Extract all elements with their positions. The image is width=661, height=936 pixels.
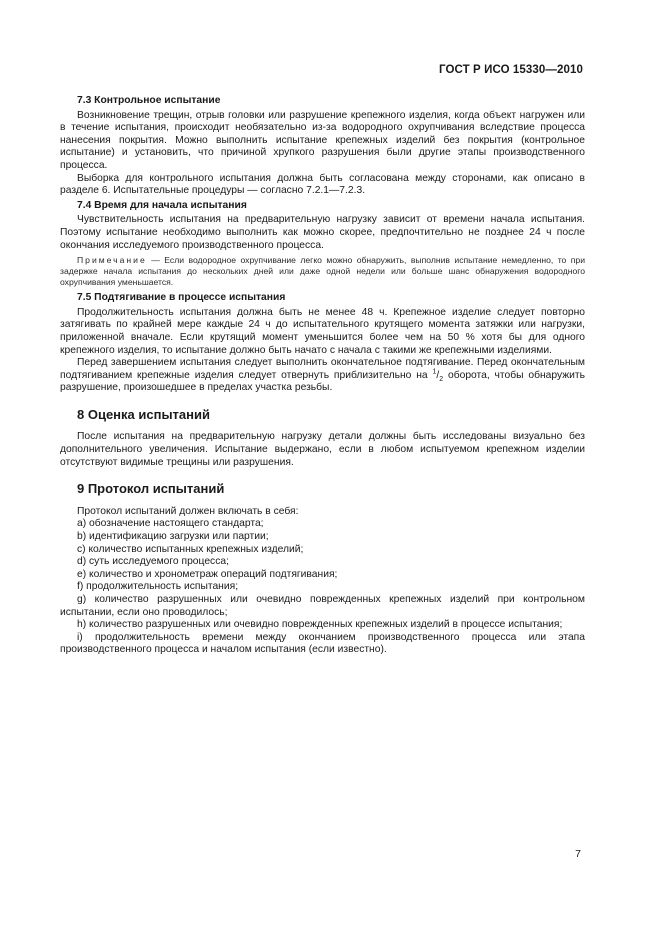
list-item: b) идентификацию загрузки или партии;: [77, 531, 269, 543]
section-8-paragraph-1: После испытания на предварительную нагрузку детали должны быть исследованы визуально без дополнительного увеличения. Испытание выдержано, если в любом испытуемом крепежном изделии отсутствуют видимые трещины или разрушения.: [60, 431, 585, 468]
list-item: h) количество разрушенных или очевидно поврежденных крепежных изделий в процессе испытания;: [77, 619, 563, 631]
paragraph-2-part-a: Перед завершением испытания следует выполнить окончательное подтягивание. Перед окончательным подтягиванием крепежные изделия следует отвернуть приблизительно на: [60, 357, 585, 381]
fraction-numerator: 1: [432, 368, 437, 376]
section-7-3-paragraph-2: Выборка для контрольного испытания должна быть согласована между сторонами, как описано в разделе 6. Испытательные процедуры — согласно 7.2.1—7.2.3.: [60, 172, 585, 197]
section-7-4-paragraph-1: Чувствительность испытания на предварительную нагрузку зависит от времени начала испытания. Поэтому испытание необходимо выполнить как можно скорее, предпочтительно не позднее 24 ч после окончания исследуемого производственного процесса.: [60, 214, 585, 251]
section-9-intro: Протокол испытаний должен включать в себя:: [77, 505, 299, 517]
section-7-5-paragraph-1: Продолжительность испытания должна быть не менее 48 ч. Крепежное изделие следует повторно затягивать по крайней мере каждые 24 ч до испытательного крутящего момента затяжки или нагрузки, приложенной вначале. Если крутящий момент уменьшится более чем на 50 % хотя бы для одного крепежного изделия, то испытание должно быть начато с начала с такими же крепежными изделиями.: [60, 306, 585, 356]
list-item: c) количество испытанных крепежных изделий;: [77, 543, 304, 555]
list-item: e) количество и хронометраж операций подтягивания;: [77, 568, 338, 580]
section-7-3-title: 7.3 Контрольное испытание: [77, 95, 221, 106]
section-7-5-title: 7.5 Подтягивание в процессе испытания: [77, 292, 286, 304]
list-item: f) продолжительность испытания;: [77, 581, 239, 593]
page-number: 7: [575, 848, 581, 860]
list-item: d) суть исследуемого процесса;: [77, 556, 229, 568]
note-label: Примечание: [77, 255, 147, 266]
section-7-4-title: 7.4 Время для начала испытания: [77, 199, 247, 211]
paragraph-2-part-b: оборота, чтобы обнаружить разрушение, произошедшее в пределах участка резьбы.: [60, 369, 585, 394]
note-text: — Если водородное охрупчивание легко можно обнаружить, выполнив испытание немедленно, то при задержке начала испытания до нескольких дней или даже одной недели или больше шанс обнаружения водородного охрупчивания уменьшается.: [60, 255, 585, 288]
list-item: i) продолжительность времени между окончанием производственного процесса или этапа производственного процесса и началом испытания (если известно).: [60, 631, 585, 656]
section-9-title: 9 Протокол испытаний: [77, 481, 225, 497]
section-7-3-paragraph-1: Возникновение трещин, отрыв головки или разрушение крепежного изделия, когда объект нагружен или в течение испытания, происходит необязательно из-за водородного охрупчивания вследствие процесса нанесения покрытия. Можно выполнить испытание крепежных изделий без покрытия (контрольное испытание) и установить, что причиной хрупкого разрушения были другие этапы производственного процесса.: [60, 109, 585, 171]
list-item: g) количество разрушенных или очевидно поврежденных крепежных изделий при контрольном испытании, если оно проводилось;: [60, 594, 585, 618]
standard-header: ГОСТ Р ИСО 15330—2010: [438, 64, 583, 76]
page-content: [60, 95, 585, 657]
section-7-4-note: [60, 255, 585, 288]
section-7-5-paragraph-2: Перед завершением испытания следует выполнить окончательное подтягивание. Перед окончательным подтягиванием крепежные изделия следует отвернуть приблизительно на $^1/_2$ оборота, чтобы обнаружить разрушение, произошедшее в пределах участка резьбы.: [60, 357, 585, 394]
fraction-denominator: 2: [439, 375, 444, 383]
list-item: a) обозначение настоящего стандарта;: [77, 518, 264, 530]
section-8-title: 8 Оценка испытаний: [77, 406, 210, 422]
